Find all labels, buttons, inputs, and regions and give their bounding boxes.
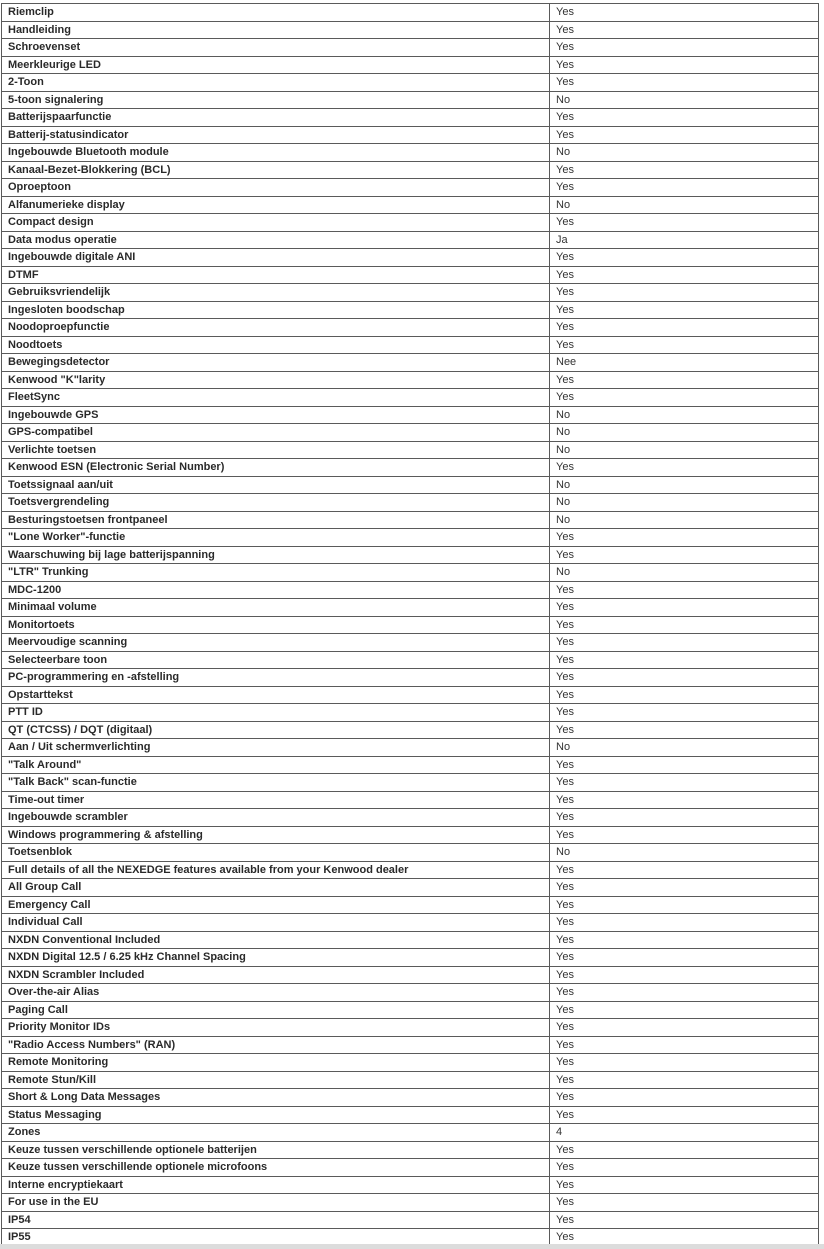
feature-value-cell: 4	[550, 1124, 819, 1142]
feature-value-cell: Yes	[550, 931, 819, 949]
table-row	[2, 844, 819, 862]
feature-value-cell: Yes	[550, 669, 819, 687]
feature-value-cell: Yes	[550, 389, 819, 407]
table-row	[2, 214, 819, 232]
feature-value-cell: Yes	[550, 826, 819, 844]
table-row	[2, 284, 819, 302]
feature-name-cell: Full details of all the NEXEDGE features available from your Kenwood dealer	[2, 861, 550, 879]
table-row	[2, 4, 819, 22]
table-row	[2, 686, 819, 704]
feature-value-cell: Yes	[550, 1036, 819, 1054]
feature-name-cell: Status Messaging	[2, 1106, 550, 1124]
table-row	[2, 21, 819, 39]
table-row	[2, 879, 819, 897]
feature-name-cell: Paging Call	[2, 1001, 550, 1019]
feature-value-cell: Yes	[550, 616, 819, 634]
table-row	[2, 1036, 819, 1054]
feature-value-cell: Yes	[550, 214, 819, 232]
table-row	[2, 529, 819, 547]
feature-value-cell: Yes	[550, 1141, 819, 1159]
feature-name-cell: Ingebouwde digitale ANI	[2, 249, 550, 267]
feature-name-cell: DTMF	[2, 266, 550, 284]
features-table	[1, 3, 819, 1247]
feature-name-cell: MDC-1200	[2, 581, 550, 599]
feature-name-cell: 2-Toon	[2, 74, 550, 92]
feature-value-cell: Yes	[550, 1071, 819, 1089]
feature-value-cell: Yes	[550, 949, 819, 967]
feature-value-cell: Yes	[550, 879, 819, 897]
feature-value-cell: Yes	[550, 599, 819, 617]
table-row	[2, 336, 819, 354]
feature-value-cell: Yes	[550, 21, 819, 39]
table-row	[2, 371, 819, 389]
feature-name-cell: Bewegingsdetector	[2, 354, 550, 372]
table-row	[2, 791, 819, 809]
table-row	[2, 231, 819, 249]
table-row	[2, 196, 819, 214]
table-row	[2, 896, 819, 914]
feature-value-cell: Yes	[550, 249, 819, 267]
feature-name-cell: Minimaal volume	[2, 599, 550, 617]
feature-name-cell: Alfanumerieke display	[2, 196, 550, 214]
table-row	[2, 266, 819, 284]
feature-value-cell: Yes	[550, 371, 819, 389]
feature-name-cell: Selecteerbare toon	[2, 651, 550, 669]
feature-name-cell: Monitortoets	[2, 616, 550, 634]
table-row	[2, 511, 819, 529]
table-row	[2, 1089, 819, 1107]
table-row	[2, 1159, 819, 1177]
feature-value-cell: Yes	[550, 791, 819, 809]
horizontal-scrollbar[interactable]	[0, 1244, 824, 1249]
feature-name-cell: NXDN Scrambler Included	[2, 966, 550, 984]
feature-name-cell: "Lone Worker"-functie	[2, 529, 550, 547]
feature-value-cell: Yes	[550, 1001, 819, 1019]
table-row	[2, 721, 819, 739]
feature-value-cell: Ja	[550, 231, 819, 249]
feature-value-cell: No	[550, 441, 819, 459]
feature-value-cell: Yes	[550, 4, 819, 22]
feature-name-cell: Riemclip	[2, 4, 550, 22]
feature-name-cell: Waarschuwing bij lage batterijspanning	[2, 546, 550, 564]
feature-name-cell: Time-out timer	[2, 791, 550, 809]
table-row	[2, 476, 819, 494]
feature-value-cell: Yes	[550, 984, 819, 1002]
feature-value-cell: Yes	[550, 809, 819, 827]
feature-name-cell: Keuze tussen verschillende optionele batterijen	[2, 1141, 550, 1159]
table-row	[2, 756, 819, 774]
feature-value-cell: Yes	[550, 1211, 819, 1229]
table-row	[2, 704, 819, 722]
table-row	[2, 826, 819, 844]
table-row	[2, 1124, 819, 1142]
feature-name-cell: 5-toon signalering	[2, 91, 550, 109]
feature-name-cell: Toetssignaal aan/uit	[2, 476, 550, 494]
table-row	[2, 774, 819, 792]
feature-value-cell: Yes	[550, 1159, 819, 1177]
table-row	[2, 949, 819, 967]
table-row	[2, 406, 819, 424]
feature-value-cell: Yes	[550, 1176, 819, 1194]
feature-name-cell: Windows programmering & afstelling	[2, 826, 550, 844]
feature-name-cell: Oproeptoon	[2, 179, 550, 197]
feature-value-cell: Yes	[550, 179, 819, 197]
table-row	[2, 354, 819, 372]
feature-name-cell: Remote Stun/Kill	[2, 1071, 550, 1089]
table-row	[2, 39, 819, 57]
table-row	[2, 74, 819, 92]
feature-name-cell: Individual Call	[2, 914, 550, 932]
feature-value-cell: Yes	[550, 284, 819, 302]
feature-name-cell: Noodtoets	[2, 336, 550, 354]
table-row	[2, 389, 819, 407]
feature-name-cell: Compact design	[2, 214, 550, 232]
table-row	[2, 144, 819, 162]
feature-value-cell: Yes	[550, 634, 819, 652]
table-row	[2, 126, 819, 144]
feature-name-cell: Batterij-statusindicator	[2, 126, 550, 144]
feature-value-cell: Yes	[550, 56, 819, 74]
features-table-body	[2, 4, 819, 1247]
table-row	[2, 581, 819, 599]
feature-value-cell: Yes	[550, 161, 819, 179]
feature-name-cell: Emergency Call	[2, 896, 550, 914]
feature-value-cell: Yes	[550, 1229, 819, 1247]
feature-value-cell: Yes	[550, 1194, 819, 1212]
table-row	[2, 161, 819, 179]
table-row	[2, 669, 819, 687]
feature-name-cell: Gebruiksvriendelijk	[2, 284, 550, 302]
feature-name-cell: QT (CTCSS) / DQT (digitaal)	[2, 721, 550, 739]
table-row	[2, 564, 819, 582]
feature-name-cell: Aan / Uit schermverlichting	[2, 739, 550, 757]
feature-value-cell: Yes	[550, 581, 819, 599]
table-row	[2, 319, 819, 337]
table-row	[2, 424, 819, 442]
table-row	[2, 1211, 819, 1229]
feature-name-cell: Noodoproepfunctie	[2, 319, 550, 337]
feature-name-cell: PTT ID	[2, 704, 550, 722]
feature-value-cell: No	[550, 144, 819, 162]
table-row	[2, 249, 819, 267]
feature-name-cell: Verlichte toetsen	[2, 441, 550, 459]
feature-name-cell: "Radio Access Numbers" (RAN)	[2, 1036, 550, 1054]
feature-name-cell: Schroevenset	[2, 39, 550, 57]
feature-name-cell: Opstarttekst	[2, 686, 550, 704]
table-row	[2, 861, 819, 879]
feature-name-cell: Kanaal-Bezet-Blokkering (BCL)	[2, 161, 550, 179]
feature-value-cell: No	[550, 476, 819, 494]
feature-name-cell: Ingebouwde GPS	[2, 406, 550, 424]
feature-name-cell: "Talk Back" scan-functie	[2, 774, 550, 792]
table-row	[2, 546, 819, 564]
feature-name-cell: Priority Monitor IDs	[2, 1019, 550, 1037]
feature-value-cell: Yes	[550, 651, 819, 669]
feature-value-cell: Yes	[550, 774, 819, 792]
feature-name-cell: All Group Call	[2, 879, 550, 897]
table-row	[2, 91, 819, 109]
feature-name-cell: "LTR" Trunking	[2, 564, 550, 582]
feature-name-cell: Ingebouwde scrambler	[2, 809, 550, 827]
feature-name-cell: Interne encryptiekaart	[2, 1176, 550, 1194]
feature-name-cell: Meervoudige scanning	[2, 634, 550, 652]
feature-name-cell: Besturingstoetsen frontpaneel	[2, 511, 550, 529]
feature-name-cell: Over-the-air Alias	[2, 984, 550, 1002]
feature-name-cell: Ingebouwde Bluetooth module	[2, 144, 550, 162]
feature-name-cell: For use in the EU	[2, 1194, 550, 1212]
table-row	[2, 651, 819, 669]
feature-value-cell: Yes	[550, 1054, 819, 1072]
table-row	[2, 1071, 819, 1089]
table-row	[2, 914, 819, 932]
table-row	[2, 56, 819, 74]
feature-name-cell: NXDN Conventional Included	[2, 931, 550, 949]
table-row	[2, 739, 819, 757]
feature-name-cell: Data modus operatie	[2, 231, 550, 249]
feature-value-cell: Yes	[550, 126, 819, 144]
feature-name-cell: Zones	[2, 1124, 550, 1142]
table-row	[2, 494, 819, 512]
table-row	[2, 809, 819, 827]
table-row	[2, 1001, 819, 1019]
table-row	[2, 616, 819, 634]
feature-value-cell: Yes	[550, 1089, 819, 1107]
feature-value-cell: Yes	[550, 1019, 819, 1037]
table-row	[2, 599, 819, 617]
feature-value-cell: Yes	[550, 896, 819, 914]
feature-value-cell: Yes	[550, 966, 819, 984]
feature-value-cell: Yes	[550, 686, 819, 704]
feature-value-cell: Yes	[550, 266, 819, 284]
table-row	[2, 1141, 819, 1159]
feature-name-cell: Short & Long Data Messages	[2, 1089, 550, 1107]
feature-value-cell: Yes	[550, 914, 819, 932]
feature-name-cell: Toetsenblok	[2, 844, 550, 862]
table-row	[2, 984, 819, 1002]
feature-name-cell: Batterijspaarfunctie	[2, 109, 550, 127]
feature-value-cell: Yes	[550, 459, 819, 477]
table-row	[2, 179, 819, 197]
feature-name-cell: IP55	[2, 1229, 550, 1247]
feature-value-cell: Yes	[550, 301, 819, 319]
feature-name-cell: IP54	[2, 1211, 550, 1229]
feature-value-cell: No	[550, 511, 819, 529]
feature-value-cell: No	[550, 494, 819, 512]
feature-name-cell: Kenwood "K"larity	[2, 371, 550, 389]
feature-value-cell: Yes	[550, 529, 819, 547]
feature-name-cell: GPS-compatibel	[2, 424, 550, 442]
feature-name-cell: Ingesloten boodschap	[2, 301, 550, 319]
feature-value-cell: Nee	[550, 354, 819, 372]
feature-value-cell: Yes	[550, 546, 819, 564]
table-row	[2, 109, 819, 127]
feature-name-cell: Kenwood ESN (Electronic Serial Number)	[2, 459, 550, 477]
feature-value-cell: No	[550, 91, 819, 109]
table-row	[2, 1019, 819, 1037]
feature-name-cell: Toetsvergrendeling	[2, 494, 550, 512]
table-row	[2, 301, 819, 319]
feature-name-cell: "Talk Around"	[2, 756, 550, 774]
feature-name-cell: Keuze tussen verschillende optionele microfoons	[2, 1159, 550, 1177]
feature-value-cell: Yes	[550, 861, 819, 879]
feature-name-cell: PC-programmering en -afstelling	[2, 669, 550, 687]
table-row	[2, 931, 819, 949]
feature-name-cell: Meerkleurige LED	[2, 56, 550, 74]
feature-value-cell: Yes	[550, 1106, 819, 1124]
table-row	[2, 1194, 819, 1212]
feature-value-cell: No	[550, 424, 819, 442]
table-row	[2, 1054, 819, 1072]
feature-value-cell: Yes	[550, 319, 819, 337]
feature-value-cell: No	[550, 739, 819, 757]
feature-value-cell: Yes	[550, 704, 819, 722]
table-row	[2, 1106, 819, 1124]
feature-value-cell: Yes	[550, 721, 819, 739]
feature-value-cell: Yes	[550, 109, 819, 127]
feature-name-cell: NXDN Digital 12.5 / 6.25 kHz Channel Spacing	[2, 949, 550, 967]
feature-value-cell: No	[550, 406, 819, 424]
table-row	[2, 441, 819, 459]
feature-value-cell: Yes	[550, 336, 819, 354]
table-row	[2, 634, 819, 652]
feature-value-cell: No	[550, 844, 819, 862]
feature-value-cell: Yes	[550, 39, 819, 57]
table-row	[2, 966, 819, 984]
feature-name-cell: FleetSync	[2, 389, 550, 407]
feature-name-cell: Remote Monitoring	[2, 1054, 550, 1072]
feature-name-cell: Handleiding	[2, 21, 550, 39]
feature-value-cell: Yes	[550, 74, 819, 92]
feature-value-cell: Yes	[550, 756, 819, 774]
feature-value-cell: No	[550, 564, 819, 582]
table-row	[2, 1176, 819, 1194]
feature-value-cell: No	[550, 196, 819, 214]
table-row	[2, 459, 819, 477]
